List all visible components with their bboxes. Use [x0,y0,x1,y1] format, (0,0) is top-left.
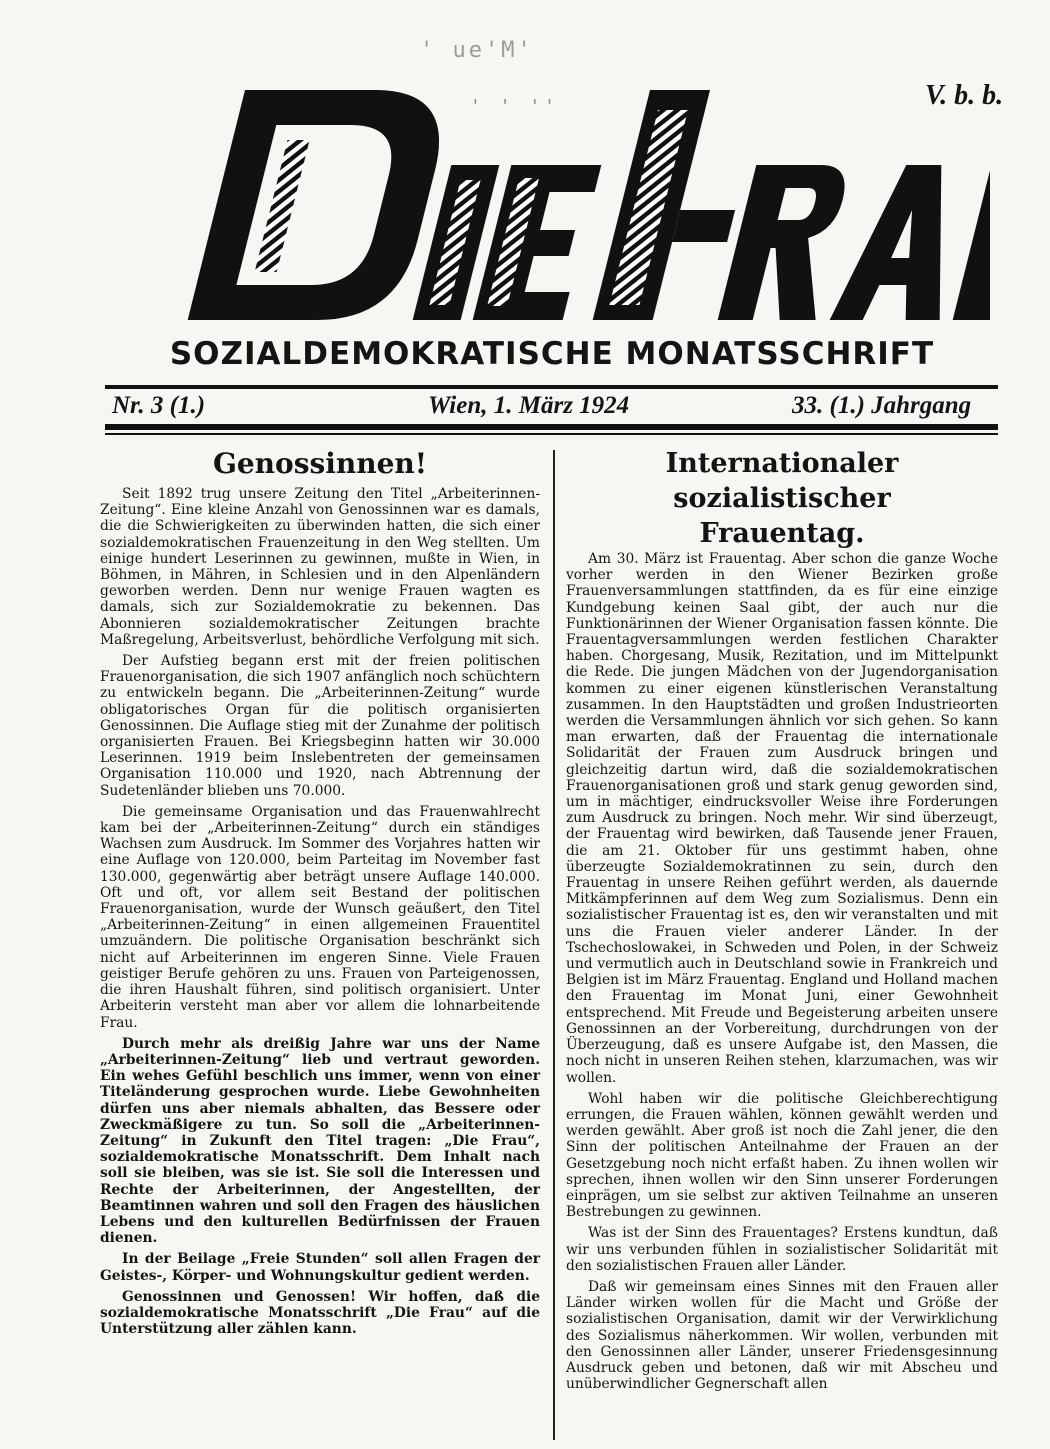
right-article-title [566,446,998,551]
left-column [100,446,540,1342]
masthead-logo [130,70,990,340]
paragraph: Was ist der Sinn des Frauentages? Erstens kundtun, daß wir uns verbunden fühlen in sozialistischer Solidarität mit den sozialistischen Frauen aller Länder. [566,1225,998,1274]
subtitle: SOZIALDEMOKRATISCHE MONATSSCHRIFT [169,336,935,372]
issue-number: Nr. 3 (1.) [112,392,206,419]
left-article-bold-body [100,1036,540,1338]
issue-date: Wien, 1. März 1924 [428,392,630,419]
rule-bottom [105,424,998,430]
paragraph: Der Aufstieg begann erst mit der freien politischen Frauenorganisation, die sich 1907 anfänglich noch schüchtern zu entwickeln begann. Die „Arbeiterinnen-Zeitung“ wurde obligatorisches Organ für die politisch organisierten Genossinnen. Die Auflage stieg mit der Zunahme der politisch organisierten Frauen. Bei Kriegsbeginn hatten wir 30.000 Leserinnen. 1919 beim Inslebentreten der gemeinsamen Organisation 110.000 und 1920, nach Abtrennung der Sudetenländer blieben uns 70.000. [100,653,540,799]
faded-stamp-mid: ' ' '' [470,96,560,117]
paragraph: Die gemeinsame Organisation und das Frauenwahlrecht kam bei der „Arbeiterinnen-Zeitung“ durch ein ständiges Wachsen zum Ausdruck. Im Sommer des Vorjahres hatten wir eine Auflage von 120.000, beim Parteitag im November fast 130.000, gegenwärtig aber beträgt unsere Auflage 140.000. Oft und oft, vor allem seit Bestand der politischen Frauenorganisation, wurde der Wunsch geäußert, den Titel „Arbeiterinnen-Zeitung“ in einen allgemeinen Frauentitel umzuändern. Die politische Organisation beschränkt sich nicht auf Arbeiterinnen im engeren Sinne. Viele Frauen geistiger Berufe gehören zu uns. Frauen von Parteigenossen, die ihren Haushalt führen, sind politisch organisiert. Unter Arbeiterin versteht man aber vor allem die lohnarbeitende Frau. [100,803,540,1031]
left-article-body [100,486,540,1031]
right-title-line1: Internationaler sozialistischer [665,448,899,514]
column-divider [553,450,555,1440]
paragraph: Genossinnen und Genossen! Wir hoffen, daß die sozialdemokratische Monatsschrift „Die Frau“ auf die Unterstützung aller zählen kann. [100,1288,540,1338]
right-column [566,446,998,1397]
faded-stamp-top: ' ue'M' [420,38,534,63]
right-article-body [566,551,998,1392]
paragraph: Seit 1892 trug unsere Zeitung den Titel „Arbeiterinnen-Zeitung“. Eine kleine Anzahl von Genossinnen war es damals, die die Schwierigkeiten zu überwinden hatten, die sich einer sozialdemokratischen Frauenzeitung in den Weg stellten. Um einige hundert Leserinnen zu gewinnen, mußte in Wien, in Böhmen, in Mähren, in Schlesien und in den Alpenländern geworben werden. Denn nur wenige Frauen wagten es damals, sich zur Sozialdemokratie zu bekennen. Das Abonnieren sozialdemokratischer Zeitungen brachte Maßregelung, Arbeitsverlust, behördliche Verfolgung mit sich. [100,486,540,648]
paragraph: Am 30. März ist Frauentag. Aber schon die ganze Woche vorher werden in den Wiener Bezirken große Frauenversammlungen stattfinden, da es für eine einzige Kundgebung keinen Saal gibt, der auch nur die Funktionärinnen der Wiener Organisation fassen könnte. Die Frauentagversammlungen werden festlichen Charakter haben. Chorgesang, Musik, Rezitation, und im Mittelpunkt die Rede. Die jungen Mädchen von der Jugendorganisation kommen zu einer eigenen künstlerischen Veranstaltung zusammen. In den Hauptstädten und großen Industrieorten werden die Versammlungen ähnlich vor sich gehen. So kann man erwarten, daß der Frauentag die internationale Solidarität der Frauen zum Ausdruck bringen und gleichzeitig dartun wird, daß die sozialdemokratischen Frauenorganisationen groß und stark genug geworden sind, um in mächtiger, eindrucksvoller Weise ihre Forderungen zum Ausdruck zu bringen. Noch mehr. Wir sind überzeugt, der Frauentag wird bewirken, daß Tausende jener Frauen, die am 21. Oktober für uns gestimmt haben, ohne überzeugte Sozialdemokratinnen zu sein, durch den Frauentag in unsere Reihen geführt werden, als dauernde Mitkämpferinnen auf dem Weg zum Sozialismus. Denn ein sozialistischer Frauentag ist es, den wir veranstalten und mit uns die Frauen vieler anderer Länder. In der Tschechoslowakei, in Schweden und Polen, in der Schweiz und vermutlich auch in Deutschland sowie in Frankreich und Belgien ist im März Frauentag. England und Holland machen den Frauentag im Monat Juni, einer Gewohnheit entsprechend. Mit Freude und Begeisterung arbeiten unsere Genossinnen an der Vorbereitung, durchdrungen von der Überzeugung, daß es unsere Aufgabe ist, den Massen, die noch nicht in unseren Reihen stehen, klarzumachen, was wir wollen. [566,551,998,1086]
corner-postal-note: V. b. b. [925,80,1004,111]
left-article-title: Genossinnen! [212,447,428,480]
right-title-line2: Frauentag. [699,518,865,549]
paragraph: In der Beilage „Freie Stunden“ soll allen Fragen der Geistes-, Körper- und Wohnungskultur gedient werden. [100,1251,540,1284]
paragraph: Wohl haben wir die politische Gleichberechtigung errungen, die Frauen wählen, können gewählt werden und werden gewählt. Aber groß ist noch die Zahl jener, die den Sinn der politischen Anteilnahme der Frauen an der Gesetzgebung noch nicht erfaßt haben. Zu ihnen wollen wir sprechen, ihnen wollen wir den Sinn unserer Forderungen einprägen, um sie selbst zur aktiven Teilnahme an unseren Bestrebungen zu gewinnen. [566,1090,998,1221]
paragraph: Durch mehr als dreißig Jahre war uns der Name „Arbeiterinnen-Zeitung“ lieb und vertraut geworden. Ein wehes Gefühl beschlich uns immer, wenn von einer Titeländerung gesprochen wurde. Liebe Gewohnheiten dürfen uns aber niemals abhalten, das Bessere oder Zweckmäßigere zu tun. So soll die „Arbeiterinnen-Zeitung“ in Zukunft den Titel tragen: „Die Frau“, sozialdemokratische Monatsschrift. Dem Inhalt nach soll sie bleiben, was sie ist. Sie soll die Interessen und Rechte der Arbeiterinnen, der Angestellten, der Beamtinnen wahren und soll den Fragen des häuslichen Lebens und den kulturellen Bedürfnissen der Frauen dienen. [100,1035,540,1247]
rule-bottom-thin [105,433,998,435]
paragraph: Daß wir gemeinsam eines Sinnes mit den Frauen aller Länder wirken wollen für die Macht und Größe der sozialistischen Organisation, damit wir der Verwirklichung des Sozialismus näherkommen. Wir wollen, verbunden mit den Genossinnen aller Länder, unserer Friedensgesinnung Ausdruck geben und betonen, daß wir mit Abscheu und unüberwindlicher Gegnerschaft allen [566,1278,998,1393]
volume-year: 33. (1.) Jahrgang [792,392,972,419]
rule-top [105,385,998,389]
masthead-logo-art [130,70,990,340]
